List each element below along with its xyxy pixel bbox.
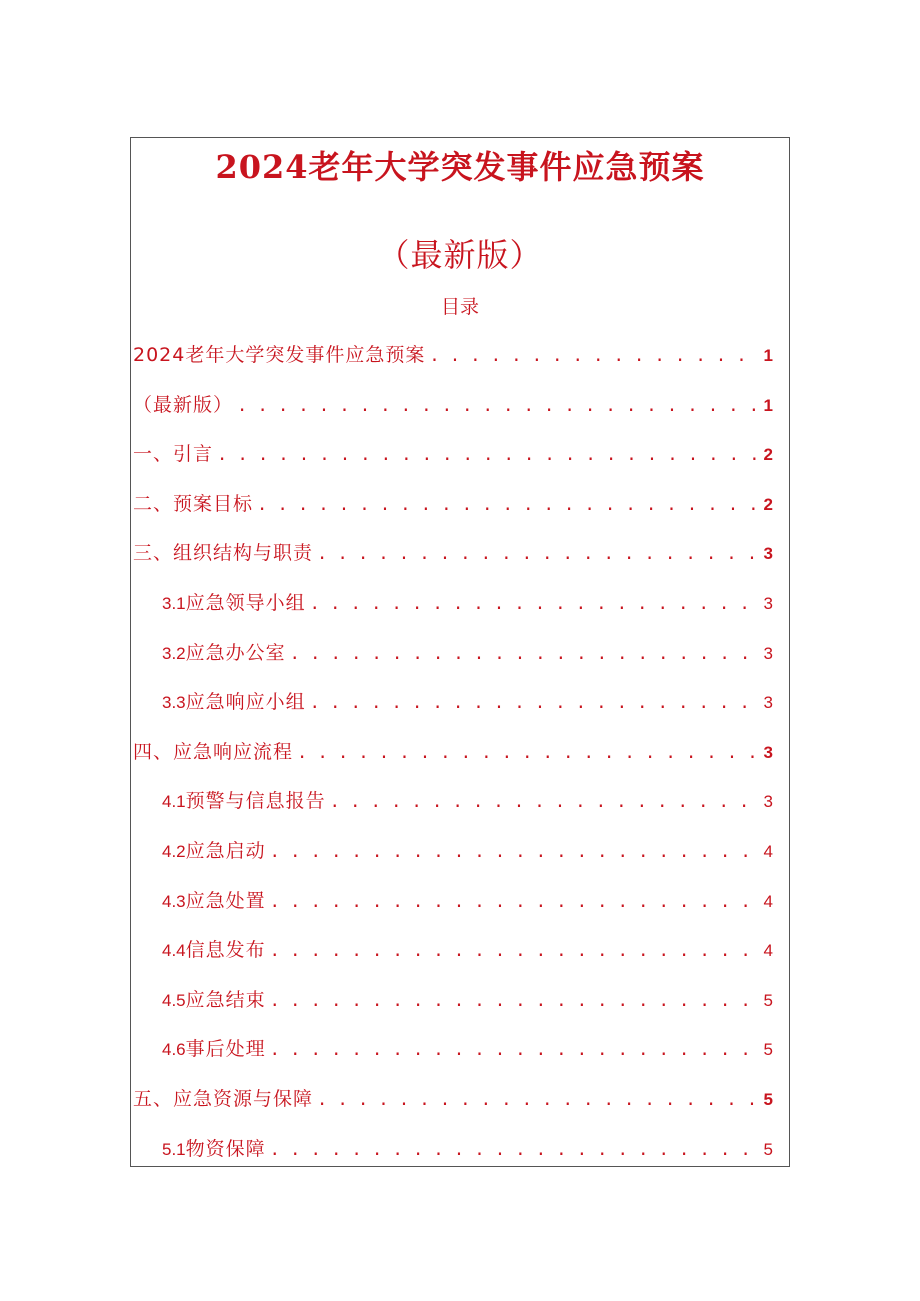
toc-entry-label: （最新版） [133, 394, 234, 416]
toc-dot-leader [237, 393, 760, 419]
toc-entry-page-number: 5 [763, 1040, 773, 1059]
toc-dot-leader [270, 988, 760, 1014]
toc-entry-page-number: 3 [763, 693, 773, 712]
toc-dot-leader [297, 740, 760, 766]
toc-entry-page-number: 5 [763, 1090, 773, 1109]
toc-entry[interactable] [162, 640, 773, 666]
toc-dot-leader [310, 690, 760, 716]
toc-entry-label: 一、引言 [133, 443, 214, 465]
toc-entry-label: 应急办公室 [185, 642, 286, 664]
toc-entry[interactable] [133, 392, 773, 418]
toc-dot-leader [290, 641, 760, 667]
toc-entry-page-number: 2 [763, 495, 773, 514]
toc-entry-number: 5.1 [162, 1140, 186, 1159]
toc-heading: 目录 [440, 296, 479, 318]
toc-entry[interactable] [133, 540, 773, 566]
toc-entry-label: 四、应急响应流程 [133, 741, 294, 763]
toc-entry-number: 3.1 [162, 594, 186, 613]
toc-entry[interactable] [133, 342, 773, 368]
toc-entry[interactable] [133, 1086, 773, 1112]
toc-entry-page-number: 1 [763, 346, 773, 365]
toc-entry-page-number: 2 [763, 445, 773, 464]
toc-entry-number: 4.6 [162, 1040, 186, 1059]
toc-entry-label: 应急结束 [185, 989, 266, 1011]
toc-entry[interactable] [162, 689, 773, 715]
toc-entry-page-number: 3 [763, 644, 773, 663]
toc-entry-label: 五、应急资源与保障 [133, 1088, 314, 1110]
toc-entry-page-number: 3 [763, 544, 773, 563]
toc-entry-label: 应急启动 [185, 840, 266, 862]
toc-dot-leader [217, 442, 760, 468]
toc-entry-number: 4.1 [162, 792, 186, 811]
toc-entry-number: 3.2 [162, 644, 186, 663]
toc-dot-leader [429, 343, 759, 369]
toc-entry-label: 三、组织结构与职责 [133, 542, 314, 564]
toc-dot-leader [330, 789, 760, 815]
toc-entry[interactable] [162, 838, 773, 864]
toc-entry[interactable] [133, 491, 773, 517]
toc-entry[interactable] [162, 987, 773, 1013]
toc-entry-page-number: 4 [763, 842, 773, 861]
toc-dot-leader [270, 889, 760, 915]
toc-dot-leader [270, 1137, 760, 1163]
toc-entry-number: 4.5 [162, 991, 186, 1010]
toc-entry-page-number: 4 [763, 892, 773, 911]
toc-entry[interactable] [162, 1136, 773, 1162]
toc-entry-page-number: 3 [763, 594, 773, 613]
toc-entry-label: 应急领导小组 [185, 592, 306, 614]
toc-entry[interactable] [162, 888, 773, 914]
toc-entry-label: 信息发布 [185, 939, 266, 961]
toc-entry-label: 事后处理 [185, 1038, 266, 1060]
toc-entry-label: 应急响应小组 [185, 691, 306, 713]
toc-entry-label: 二、预案目标 [133, 493, 254, 515]
toc-entry-label: 预警与信息报告 [185, 790, 326, 812]
toc-dot-leader [317, 1087, 760, 1113]
toc-entry-page-number: 4 [763, 941, 773, 960]
toc-entry[interactable] [162, 590, 773, 616]
toc-entry-label: 2024老年大学突发事件应急预案 [133, 344, 426, 366]
toc-entry-page-number: 3 [763, 792, 773, 811]
toc-entry-page-number: 5 [763, 1140, 773, 1159]
toc-entry-number: 4.4 [162, 941, 186, 960]
toc-dot-leader [317, 541, 760, 567]
toc-entry[interactable] [133, 739, 773, 765]
toc-entry-page-number: 5 [763, 991, 773, 1010]
toc-entry[interactable] [162, 788, 773, 814]
toc-entry-number: 4.3 [162, 892, 186, 911]
toc-entry-page-number: 3 [763, 743, 773, 762]
document-title: 2024老年大学突发事件应急预案 [215, 148, 705, 186]
toc-entry[interactable] [162, 937, 773, 963]
toc-entry-label: 应急处置 [185, 890, 266, 912]
toc-entry-page-number: 1 [763, 396, 773, 415]
document-subtitle: （最新版） [377, 236, 543, 274]
toc-entry[interactable] [162, 1036, 773, 1062]
toc-dot-leader [270, 1037, 760, 1063]
toc-dot-leader [270, 938, 760, 964]
toc-entry-label: 物资保障 [185, 1138, 266, 1160]
toc-dot-leader [310, 591, 760, 617]
toc-entry-number: 4.2 [162, 842, 186, 861]
toc-entry-number: 3.3 [162, 693, 186, 712]
toc-entry[interactable] [133, 441, 773, 467]
toc-dot-leader [270, 839, 760, 865]
toc-dot-leader [257, 492, 760, 518]
